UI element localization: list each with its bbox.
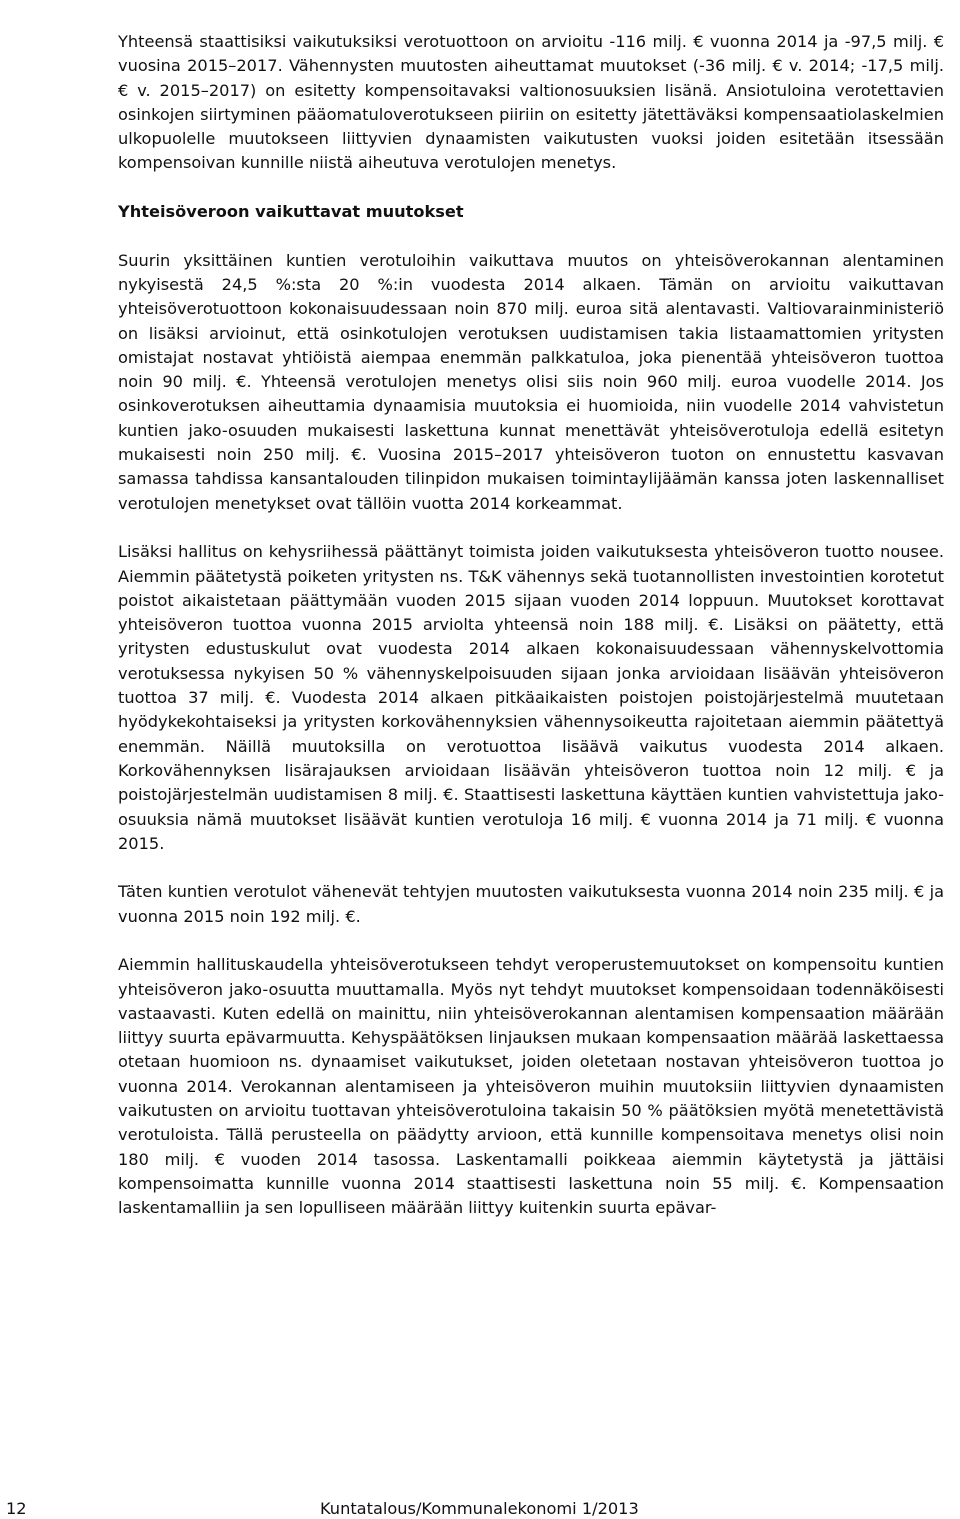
paragraph-framework-decisions: Lisäksi hallitus on kehysriihessä päättänyt toimista joiden vaikutuksesta yhteisöveron tuotto nousee. Aiemmin päätetystä poiketen yritysten ns. T&K vähennys sekä tuotannollisten investointien korotetut poistot aikaistetaan päättymään vuoden 2015 sijaan vuoden 2014 loppuun. Muutokset korottavat yhteisöveron tuottoa vuonna 2015 arviolta yhteensä noin 188 milj. €. Lisäksi on päätetty, että yritysten edustuskulut ovat vuodesta 2014 alkaen kokonaisuudessaan vähennyskelvottomia verotuksessa nykyisen 50 % vähennyskelpoisuuden sijaan jonka arvioidaan lisäävän yhteisöveron tuottoa 37 milj. €. Vuodesta 2014 alkaen pitkäaikaisten poistojen poistojärjestelmä muutetaan hyödykekohtaiseksi ja yritysten korkovähennyksien vähennysoikeutta rajoitetaan aiemmin päätettyä enemmän. Näillä muutoksilla on verotuottoa lisäävä vaikutus vuodesta 2014 alkaen. Korkovähennyksen lisärajauksen arvioidaan lisäävän yhteisöveron tuottoa noin 12 milj. € ja poistojärjestelmän uudistamisen 8 milj. €. Staattisesti laskettuna käyttäen kuntien vahvistettuja jako-osuuksia nämä muutokset lisäävät kuntien verotuloja 16 milj. € vuonna 2014 ja 71 milj. € vuonna 2015.	[118, 542, 944, 853]
paragraph-compensation: Aiemmin hallituskaudella yhteisöverotukseen tehdyt veroperustemuutokset on kompensoitu kuntien yhteisöveron jako-osuutta muuttamalla. Myös nyt tehdyt muutokset kompensoidaan todennäköisesti vastaavasti. Kuten edellä on mainittu, niin yhteisöverokannan alentamisen kompensaation määrään liittyy suurta epävarmuutta. Kehyspäätöksen linjauksen mukaan kompensaation määrää laskettaessa otetaan huomioon ns. dynaamiset vaikutukset, joiden oletetaan nostavan yhteisöveron tuottoa jo vuonna 2014. Verokannan alentamiseen ja yhteisöveron muihin muutoksiin liittyvien dynaamisten vaikutusten on arvioitu tuottavan yhteisöverotuloina takaisin 50 % päätöksien myötä menetettävistä verotuloista. Tällä perusteella on päädytty arvioon, että kunnille kompensoitava menetys olisi noin 180 milj. € vuoden 2014 tasossa. Laskentamalli poikkeaa aiemmin käytetystä ja jättäisi kompensoimatta kunnille vuonna 2014 staattisesti laskettuna noin 55 milj. €. Kompensaation laskentamalliin ja sen lopulliseen määrään liittyy kuitenkin suurta epävar-	[118, 955, 944, 1218]
document-body	[118, 30, 944, 1245]
page-number: 12	[6, 1499, 27, 1518]
paragraph-static-effects: Yhteensä staattisiksi vaikutuksiksi verotuottoon on arvioitu -116 milj. € vuonna 2014 ja -97,5 milj. € vuosina 2015–2017. Vähennysten muutosten aiheuttamat muutokset (-36 milj. € v. 2014; -17,5 milj. € v. 2015–2017) on esitetty kompensoitavaksi valtionosuuksien lisänä. Ansiotuloina verotettavien osinkojen siirtyminen pääomatuloverotukseen piiriin on esitetty jätettäväksi kompensaatiolaskelmien ulkopuolelle muutokseen liittyvien dynaamisten vaikutusten vuoksi joiden esitetään itsessään kompensoivan kunnille niistä aiheutuva verotulojen menetys.	[118, 32, 944, 173]
paragraph-net-effect: Täten kuntien verotulot vähenevät tehtyjen muutosten vaikutuksesta vuonna 2014 noin 235 milj. € ja vuonna 2015 noin 192 milj. €.	[118, 882, 944, 926]
section-heading-corporate-tax: Yhteisöveroon vaikuttavat muutokset	[118, 202, 464, 222]
publication-title: Kuntatalous/Kommunalekonomi 1/2013	[320, 1499, 639, 1518]
paragraph-corporate-tax-rate: Suurin yksittäinen kuntien verotuloihin vaikuttava muutos on yhteisöverokannan alentaminen nykyisestä 24,5 %:sta 20 %:in vuodesta 2014 alkaen. Tämän on arvioitu vaikuttavan yhteisöverotuottoon kokonaisuudessaan noin 870 milj. euroa sitä alentavasti. Valtiovarainministeriö on lisäksi arvioinut, että osinkotulojen verotuksen uudistamisen takia listaamattomien yritysten omistajat nostavat yhtiöistä aiempaa enemmän palkkatuloa, joka pienentää yhteisöveron tuottoa noin 90 milj. €. Yhteensä verotulojen menetys olisi siis noin 960 milj. euroa vuodelle 2014. Jos osinkoverotuksen aiheuttamia dynaamisia muutoksia ei huomioida, niin vuodelle 2014 vahvistetun kuntien jako-osuuden mukaisesti laskettuna kunnat menettävät yhteisöverotuloja edellä esitetyn mukaisesti noin 250 milj. €. Vuosina 2015–2017 yhteisöveron tuoton on ennustettu kasvavan samassa tahdissa kansantalouden tilinpidon mukaisen toimintaylijäämän kanssa joten laskennalliset verotulojen menetykset ovat tällöin vuotta 2014 korkeammat.	[118, 250, 944, 513]
